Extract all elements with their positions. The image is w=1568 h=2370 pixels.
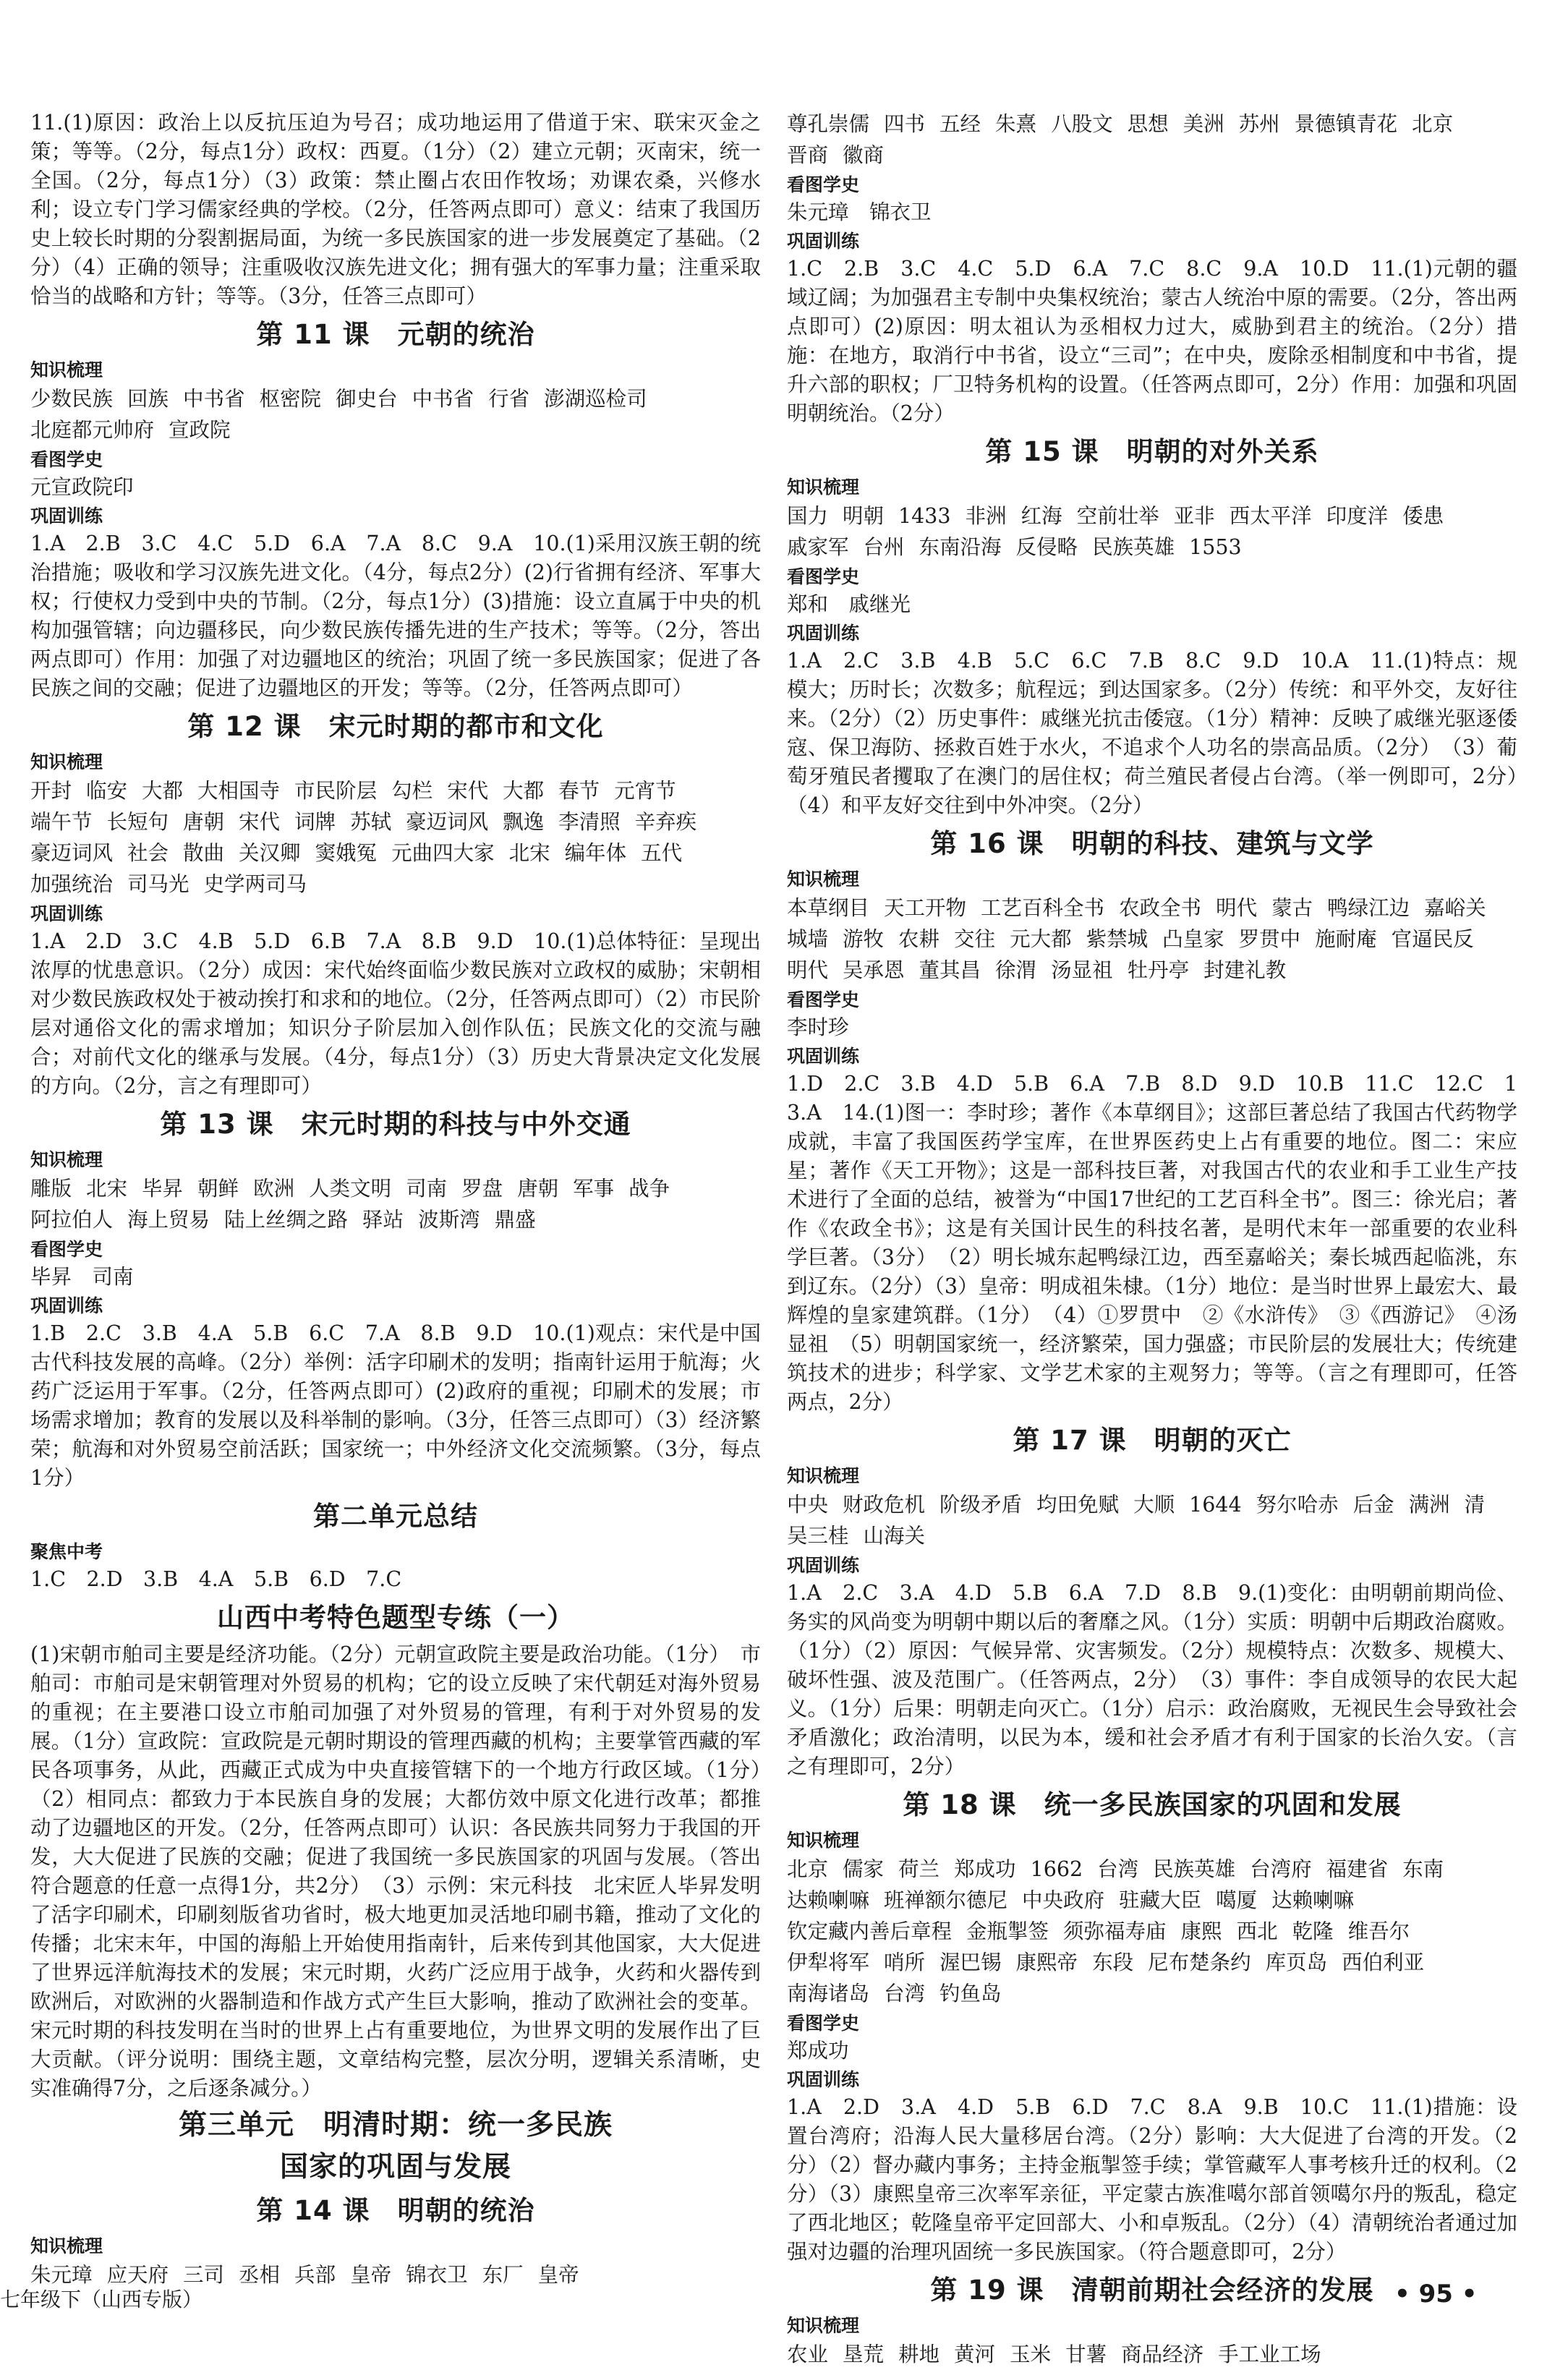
term: 编年体 xyxy=(564,841,627,865)
section-label: 看图学史 xyxy=(30,1239,103,1260)
section-label: 知识梳理 xyxy=(787,869,860,890)
section-label: 知识梳理 xyxy=(787,1465,860,1486)
term: 官逼民反 xyxy=(1391,927,1474,951)
term: 尊孔崇儒 xyxy=(787,112,870,136)
term: 大顺 xyxy=(1133,1493,1175,1517)
term: 锦衣卫 xyxy=(406,2263,468,2287)
term: 元宵节 xyxy=(614,779,676,803)
section-label: 巩固训练 xyxy=(787,231,860,252)
term: 东南 xyxy=(1402,1857,1444,1881)
term: 中央政府 xyxy=(1022,1888,1105,1912)
term: 人类文明 xyxy=(309,1177,392,1201)
term: 中书省 xyxy=(183,387,245,411)
term: 军事 xyxy=(573,1177,615,1201)
section-label: 知识梳理 xyxy=(787,2315,860,2336)
term: 戚家军 xyxy=(787,535,849,559)
term: 库页岛 xyxy=(1265,1951,1328,1974)
term: 澎湖巡检司 xyxy=(544,387,647,411)
term: 牡丹亭 xyxy=(1127,958,1190,982)
term-list xyxy=(30,383,761,446)
term: 印度洋 xyxy=(1326,504,1389,528)
term: 李清照 xyxy=(558,810,621,834)
term: 少数民族 xyxy=(30,387,114,411)
term: 1433 xyxy=(898,504,951,528)
term: 财政危机 xyxy=(843,1493,926,1517)
term: 三司 xyxy=(183,2263,225,2287)
term: 元大都 xyxy=(1010,927,1072,951)
term: 玉米 xyxy=(1010,2343,1052,2366)
term: 宣政院 xyxy=(169,418,231,442)
intro-answer: 11.(1)原因：政治上以反抗压迫为号召；成功地运用了借道于宋、联宋灭金之策；等等。（2分，每点1分）政权：西夏。（1分）（2）建立元朝；灭南宋，统一全国。（2分，每点1分）（3）政策：禁止圈占农田作牧场；劝课农桑，兴修水利；设立专门学习儒家经典的学校。（2分，任答两点即可）意义：结束了我国历史上较长时期的分裂割据局面，为统一多民族国家的进一步发展奠定了基础。（2分）（4）正确的领导；注重吸收汉族先进文化；拥有强大的军事力量；注重采取恰当的战略和方针；等等。（3分，任答三点即可） xyxy=(30,111,761,308)
lesson-17-title: 第 17 课 明朝的灭亡 xyxy=(1013,1425,1292,1456)
term: 丞相 xyxy=(239,2263,281,2287)
term: 西北 xyxy=(1236,1919,1278,1943)
section-label: 看图学史 xyxy=(787,566,860,587)
term: 雕版 xyxy=(30,1177,72,1201)
term: 春节 xyxy=(558,779,600,803)
term: 景德镇青花 xyxy=(1294,112,1398,136)
term: 唐朝 xyxy=(517,1177,559,1201)
term-list xyxy=(787,2339,1517,2370)
term: 北京 xyxy=(1412,112,1454,136)
term: 欧洲 xyxy=(253,1177,295,1201)
term: 苏轼 xyxy=(350,810,392,834)
term: 毕昇 xyxy=(142,1177,184,1201)
term: 驿站 xyxy=(362,1208,404,1232)
term: 农政全书 xyxy=(1119,896,1202,920)
term: 宋代 xyxy=(447,779,489,803)
term: 渥巴锡 xyxy=(939,1951,1002,1974)
term: 商品经济 xyxy=(1121,2343,1204,2366)
term: 城墙 xyxy=(787,927,829,951)
section-label: 巩固训练 xyxy=(787,623,860,644)
term: 豪迈词风 xyxy=(406,810,489,834)
shanxi-special-title: 山西中考特色题型专练（一） xyxy=(217,1602,574,1633)
term: 红海 xyxy=(1021,504,1062,528)
term: 东南沿海 xyxy=(919,535,1002,559)
term: 儒家 xyxy=(843,1857,885,1881)
term: 罗贯中 xyxy=(1238,927,1301,951)
term: 大都 xyxy=(503,779,545,803)
term: 哨所 xyxy=(884,1951,926,1974)
term: 朱熹 xyxy=(995,112,1037,136)
exam-answers: 1.C 2.D 3.B 4.A 5.B 6.D 7.C xyxy=(30,1567,402,1591)
term: 朝鲜 xyxy=(197,1177,239,1201)
right-column xyxy=(787,108,1538,2370)
term: 罗盘 xyxy=(461,1177,503,1201)
term: 五代 xyxy=(641,841,683,865)
term: 徐渭 xyxy=(995,958,1037,982)
term: 民族英雄 xyxy=(1153,1857,1236,1881)
term: 凸皇家 xyxy=(1162,927,1224,951)
term: 维吾尔 xyxy=(1347,1919,1410,1943)
section-label: 知识梳理 xyxy=(787,477,860,498)
term: 中书省 xyxy=(412,387,474,411)
term: 晋商 xyxy=(787,143,829,167)
term: 蒙古 xyxy=(1271,896,1313,920)
term: 工艺百科全书 xyxy=(981,896,1105,920)
term: 北宋 xyxy=(508,841,550,865)
term: 战争 xyxy=(629,1177,670,1201)
term: 耕地 xyxy=(898,2343,940,2366)
term: 手工业工场 xyxy=(1218,2343,1321,2366)
term: 鸭绿江边 xyxy=(1327,896,1410,920)
term: 金瓶掣签 xyxy=(966,1919,1049,1943)
picture-answer: 李时珍 xyxy=(787,1015,849,1039)
term: 达赖喇嘛 xyxy=(1271,1888,1355,1912)
shanxi-special-answers: (1)宋朝市舶司主要是经济功能。（2分）元朝宣政院主要是政治功能。（1分） 市舶司：市舶司是宋朝管理对外贸易的机构；它的设立反映了宋代朝廷对海外贸易的重视；在主要港口设立市舶司加强了对外贸易的管理，有利于对外贸易的发展。（1分）宣政院：宣政院是元朝时期设的管理西藏的机构；主要掌管西藏的军民各项事务，从此，西藏正式成为中央直接管辖下的一个地方行政区域。（1分） （2）相同点：都致力于本民族自身的发展；大都仿效中原文化进行改革；都推动了边疆地区的开发。（2分，任答两点即可）认识：各民族共同努力于我国的开发，大大促进了民族的交融；促进了我国统一多民族国家的巩固与发展。（答出符合题意的任意一点得1分，共2分） （3）示例：宋元科技 北宋匠人毕昇发明了活字印刷术，印刷刻版省功省时，极大地更加灵活地印刷书籍，推动了文化的传播；北宋末年，中国的海船上开始使用指南针，后来传到其他国家，大大促进了世界远洋航海技术的发展；宋元时期，火药广泛应用于战争，火药和火器传到欧洲后，对欧洲的火器制造和作战方式产生巨大影响，推动了欧洲社会的变革。宋元时期的科技发明在当时的世界上占有重要地位，为世界文明的发展作出了巨大贡献。（评分说明：围绕主题，文章结构完整，层次分明，逻辑关系清晰，史实准确得7分，之后逐条减分。） xyxy=(30,1642,782,2100)
term: 司马光 xyxy=(127,872,189,896)
term-list xyxy=(787,1489,1517,1551)
term: 大都 xyxy=(142,779,184,803)
term: 民族英雄 xyxy=(1092,535,1175,559)
term: 1662 xyxy=(1030,1857,1083,1881)
term: 兵部 xyxy=(294,2263,336,2287)
term: 董其昌 xyxy=(919,958,981,982)
picture-answer: 元宣政院印 xyxy=(30,475,134,499)
term: 本草纲目 xyxy=(787,896,870,920)
exercise-answers: 1.A 2.D 3.C 4.B 5.D 6.B 7.A 8.B 9.D 10.(1)总体特征：呈现出浓厚的忧患意识。（2分）成因：宋代始终面临少数民族对立政权的威胁；宋朝相对少数民族政权处于被动挨打和求和的地位。（2分，任答两点即可）（2）市民阶层对通俗文化的需求增加；知识分子阶层加入创作队伍；民族文化的交流与融合；对前代文化的继承与发展。（4分，每点1分）（3）历史大背景决定文化发展的方向。（2分，言之有理即可） xyxy=(30,929,761,1098)
lesson-12-title: 第 12 课 宋元时期的都市和文化 xyxy=(187,711,604,742)
term: 甘薯 xyxy=(1065,2343,1107,2366)
term: 噶厦 xyxy=(1216,1888,1258,1912)
section-label: 巩固训练 xyxy=(787,1046,860,1067)
term: 鼎盛 xyxy=(494,1208,536,1232)
term: 空前壮举 xyxy=(1076,504,1159,528)
term: 西伯利亚 xyxy=(1342,1951,1425,1974)
term: 御史台 xyxy=(336,387,398,411)
term: 台湾 xyxy=(1097,1857,1139,1881)
term: 黄河 xyxy=(954,2343,996,2366)
term-list xyxy=(787,500,1517,563)
term: 1644 xyxy=(1189,1493,1242,1517)
term: 豪迈词风 xyxy=(30,841,114,865)
term: 唐朝 xyxy=(183,810,225,834)
term: 元曲四大家 xyxy=(391,841,495,865)
term: 枢密院 xyxy=(259,387,322,411)
term: 荷兰 xyxy=(898,1857,940,1881)
lesson-14-title: 第 14 课 明朝的统治 xyxy=(256,2195,535,2226)
term: 郑成功 xyxy=(954,1857,1016,1881)
term: 康熙帝 xyxy=(1015,1951,1078,1974)
term: 游牧 xyxy=(843,927,885,951)
picture-answer: 郑和 戚继光 xyxy=(787,592,911,616)
term: 朱元璋 xyxy=(30,2263,93,2287)
term: 尼布楚条约 xyxy=(1148,1951,1251,1974)
term: 皇帝 xyxy=(350,2263,392,2287)
term: 社会 xyxy=(127,841,169,865)
term-list xyxy=(787,108,1517,171)
left-column xyxy=(30,108,782,2290)
term: 天工开物 xyxy=(884,896,967,920)
picture-answer: 朱元璋 锦衣卫 xyxy=(787,200,932,224)
term: 美洲 xyxy=(1183,112,1224,136)
term: 南海诸岛 xyxy=(787,1982,870,2005)
term: 嘉峪关 xyxy=(1424,896,1486,920)
picture-answer: 郑成功 xyxy=(787,2039,849,2063)
section-label: 巩固训练 xyxy=(30,1295,103,1316)
term: 明代 xyxy=(1216,896,1258,920)
term: 北京 xyxy=(787,1857,829,1881)
term: 满洲 xyxy=(1408,1493,1450,1517)
section-label: 知识梳理 xyxy=(30,2235,103,2256)
term-list xyxy=(787,892,1517,986)
term: 大相国寺 xyxy=(197,779,281,803)
section-label: 看图学史 xyxy=(787,989,860,1010)
term: 封建礼教 xyxy=(1203,958,1287,982)
term: 中央 xyxy=(787,1493,829,1517)
term-list xyxy=(787,1854,1517,2009)
section-label: 知识梳理 xyxy=(30,1149,103,1170)
lesson-11-title: 第 11 课 元朝的统治 xyxy=(256,319,535,350)
section-label: 看图学史 xyxy=(787,2013,860,2034)
term: 国力 xyxy=(787,504,829,528)
term: 市民阶层 xyxy=(294,779,378,803)
term: 钦定藏内善后章程 xyxy=(787,1919,953,1943)
term: 行省 xyxy=(488,387,530,411)
term: 驻藏大臣 xyxy=(1119,1888,1202,1912)
term: 乾隆 xyxy=(1292,1919,1334,1943)
term: 东厂 xyxy=(482,2263,524,2287)
term: 四书 xyxy=(884,112,926,136)
term: 思想 xyxy=(1127,112,1169,136)
section-label: 知识梳理 xyxy=(30,359,103,380)
section-label: 巩固训练 xyxy=(30,903,103,924)
term: 皇帝 xyxy=(537,2263,579,2287)
term: 临安 xyxy=(86,779,128,803)
term: 司南 xyxy=(406,1177,448,1201)
term: 清 xyxy=(1464,1493,1486,1517)
section-label: 知识梳理 xyxy=(787,1830,860,1851)
lesson-13-title: 第 13 课 宋元时期的科技与中外交通 xyxy=(160,1109,631,1140)
lesson-18-title: 第 18 课 统一多民族国家的巩固和发展 xyxy=(903,1789,1402,1820)
picture-answer: 毕昇 司南 xyxy=(30,1265,134,1289)
term-list xyxy=(30,1173,761,1235)
term: 东段 xyxy=(1092,1951,1134,1974)
term: 徽商 xyxy=(843,143,885,167)
term: 北宋 xyxy=(86,1177,128,1201)
term: 台州 xyxy=(863,535,905,559)
term: 康熙 xyxy=(1180,1919,1222,1943)
footer-book-label: 七年级下（山西专版） xyxy=(0,2288,203,2311)
term: 关汉卿 xyxy=(239,841,301,865)
unit-3-title-line-1: 第三单元 明清时期：统一多民族 xyxy=(178,2109,613,2141)
exercise-answers: 1.A 2.C 3.B 4.B 5.C 6.C 7.B 8.C 9.D 10.A 11.(1)特点：规模大；历时长；次数多；航程远；到达国家多。（2分）传统：和平外交，友好往来。（2分）（2）历史事件：戚继光抗击倭寇。（1分）精神：反映了戚继光驱逐倭寇、保卫海防、拯救百姓于水火，不追求个人功名的崇高品质。（2分） （3）葡萄牙殖民者攫取了在澳门的居住权；荷兰殖民者侵占台湾。（举一例即可，2分） （4）和平友好交往到中外冲突。（2分） xyxy=(787,649,1538,817)
term: 长短句 xyxy=(106,810,169,834)
term: 汤显祖 xyxy=(1051,958,1113,982)
term: 亚非 xyxy=(1173,504,1215,528)
term: 达赖喇嘛 xyxy=(787,1888,870,1912)
term: 宋代 xyxy=(239,810,281,834)
term: 非洲 xyxy=(965,504,1007,528)
term: 端午节 xyxy=(30,810,93,834)
term: 福建省 xyxy=(1326,1857,1389,1881)
term: 词牌 xyxy=(294,810,336,834)
term: 台湾府 xyxy=(1250,1857,1312,1881)
exercise-answers: 1.A 2.C 3.A 4.D 5.B 6.A 7.D 8.B 9.(1)变化：由明朝前期尚俭、务实的风尚变为明朝中期以后的奢靡之风。（1分）实质：明朝中后期政治腐败。（1分）（2）原因：气候异常、灾害频发。（2分）规模特点：次数多、规模大、破坏性强、波及范围广。（任答两点，2分） （3）事件：李自成领导的农民大起义。（1分）后果：明朝走向灭亡。（1分）启示：政治腐败，无视民生会导致社会矛盾激化；政治清明，以民为本，缓和社会矛盾才有利于国家的长治久安。（言之有理即可，2分） xyxy=(787,1581,1517,1778)
page-number: • 95 • xyxy=(1394,2280,1478,2309)
term: 西太平洋 xyxy=(1229,504,1312,528)
term: 山海关 xyxy=(863,1524,926,1548)
term: 伊犁将军 xyxy=(787,1951,870,1974)
term: 明朝 xyxy=(843,504,885,528)
term: 辛弃疾 xyxy=(634,810,697,834)
term: 陆上丝绸之路 xyxy=(224,1208,349,1232)
unit-3-title-line-2: 国家的巩固与发展 xyxy=(279,2151,511,2183)
term: 后金 xyxy=(1352,1493,1394,1517)
term: 回族 xyxy=(127,387,169,411)
term: 均田免赋 xyxy=(1036,1493,1120,1517)
term: 施耐庵 xyxy=(1315,927,1377,951)
lesson-19-title: 第 19 课 清朝前期社会经济的发展 xyxy=(930,2275,1374,2306)
term: 明代 xyxy=(787,958,829,982)
term: 飘逸 xyxy=(503,810,545,834)
section-label: 巩固训练 xyxy=(30,506,103,527)
term: 钓鱼岛 xyxy=(939,1982,1002,2005)
term: 北庭都元帅府 xyxy=(30,418,155,442)
term: 窦娥冤 xyxy=(315,841,378,865)
term: 紫禁城 xyxy=(1086,927,1149,951)
term: 散曲 xyxy=(183,841,225,865)
term: 农耕 xyxy=(898,927,940,951)
term: 开封 xyxy=(30,779,72,803)
exercise-answers: 1.B 2.C 3.B 4.A 5.B 6.C 7.A 8.B 9.D 10.(1)观点：宋代是中国古代科技发展的高峰。（2分）举例：活字印刷术的发明；指南针运用于航海；火药广泛运用于军事。（2分，任答两点即可）(2)政府的重视；印刷术的发展；市场需求增加；教育的发展以及科举制的影响。（3分，任答三点即可）（3）经济繁荣；航海和对外贸易空前活跃；国家统一；中外经济文化交流频繁。（3分，每点1分） xyxy=(30,1321,761,1490)
term: 五经 xyxy=(939,112,981,136)
term: 努尔哈赤 xyxy=(1256,1493,1339,1517)
exercise-answers: 1.D 2.C 3.B 4.D 5.B 6.A 7.B 8.D 9.D 10.B 11.C 12.C 13.A 14.(1)图一：李时珍；著作《本草纲目》；这部巨著总结了我国古代药物学成就，丰富了我国医药学宝库，在世界医药史上占有重要的地位。图二：宋应星；著作《天工开物》；这是一部科技巨著，对我国古代的农业和手工业生产技术进行了全面的总结，被誉为“中国17世纪的工艺百科全书”。图三：徐光启；著作《农政全书》；这是有关国计民生的科技名著，是明代末年一部重要的农业科学巨著。（3分） （2）明长城东起鸭绿江边，西至嘉峪关；秦长城西起临洮，东到辽东。（2分）（3）皇帝：明成祖朱棣。（1分）地位：是当时世界上最宏大、最辉煌的皇家建筑群。（1分） （4）①罗贯中 ②《水浒传》 ③《西游记》 ④汤显祖 （5）明朝国家统一，经济繁荣，国力强盛；市民阶层的发展壮大；传统建筑技术的进步；科学家、文学艺术家的主观努力；等等。（言之有理即可，任答两点，2分） xyxy=(787,1072,1517,1414)
term: 台湾 xyxy=(884,1982,926,2005)
term: 阿拉伯人 xyxy=(30,1208,114,1232)
term: 1553 xyxy=(1189,535,1242,559)
term: 吴承恩 xyxy=(843,958,905,982)
term: 应天府 xyxy=(106,2263,169,2287)
term: 垦荒 xyxy=(843,2343,885,2366)
term: 阶级矛盾 xyxy=(939,1493,1023,1517)
term: 苏州 xyxy=(1238,112,1280,136)
term: 史学两司马 xyxy=(203,872,307,896)
section-label: 看图学史 xyxy=(30,449,103,470)
term: 农业 xyxy=(787,2343,829,2366)
term-list xyxy=(30,775,761,900)
term: 吴三桂 xyxy=(787,1524,849,1548)
exercise-answers: 1.C 2.B 3.C 4.C 5.D 6.A 7.C 8.C 9.A 10.D 11.(1)元朝的疆域辽阔；为加强君主专制中央集权统治；蒙古人统治中原的需要。（2分，答出两点即可）(2)原因：明太祖认为丞相权力过大，威胁到君主的统治。（2分）措施：在地方，取消行中书省，设立“三司”；在中央，废除丞相制度和中书省，提升六部的职权；厂卫特务机构的设置。（任答两点即可，2分）作用：加强和巩固明朝统治。（2分） xyxy=(787,257,1517,425)
section-label: 巩固训练 xyxy=(787,2069,860,2090)
lesson-16-title: 第 16 课 明朝的科技、建筑与文学 xyxy=(930,828,1374,859)
term: 波斯湾 xyxy=(418,1208,480,1232)
term: 八股文 xyxy=(1051,112,1113,136)
term: 勾栏 xyxy=(391,779,433,803)
unit-2-summary-title: 第二单元总结 xyxy=(313,1501,478,1532)
term: 倭患 xyxy=(1402,504,1444,528)
lesson-15-title: 第 15 课 明朝的对外关系 xyxy=(985,436,1319,467)
term: 反侵略 xyxy=(1015,535,1078,559)
exercise-answers: 1.A 2.B 3.C 4.C 5.D 6.A 7.A 8.C 9.A 10.(1)采用汉族王朝的统治措施；吸收和学习汉族先进文化。（4分，每点2分）(2)行省拥有经济、军事大权；行使权力受到中央的节制。（2分，每点1分）(3)措施：设立直属于中央的机构加强管辖；向边疆移民，向少数民族传播先进的生产技术；等等。（2分，答出两点即可）作用：加强了对边疆地区的统治；巩固了统一多民族国家；促进了各民族之间的交融；促进了边疆地区的开发；等等。（2分，任答两点即可） xyxy=(30,532,761,700)
section-label: 知识梳理 xyxy=(30,751,103,772)
term: 加强统治 xyxy=(30,872,114,896)
term: 班禅额尔德尼 xyxy=(884,1888,1008,1912)
section-label: 聚焦中考 xyxy=(30,1541,103,1562)
term: 交往 xyxy=(954,927,996,951)
exercise-answers: 1.A 2.D 3.A 4.D 5.B 6.D 7.C 8.A 9.B 10.C 11.(1)措施：设置台湾府；沿海人民大量移居台湾。（2分）影响：大大促进了台湾的开发。（2分）（2）督办藏内事务；主持金瓶掣签手续；掌管藏军人事考核升迁的权利。（2分）（3）康熙皇帝三次率军亲征，平定蒙古族准噶尔部首领噶尔丹的叛乱，稳定了西北地区；乾隆皇帝平定回部大、小和卓叛乱。（2分）（4）清朝统治者通过加强对边疆的治理巩固统一多民族国家。（符合题意即可，2分） xyxy=(787,2095,1517,2264)
term: 须弥福寿庙 xyxy=(1063,1919,1167,1943)
term: 海上贸易 xyxy=(127,1208,210,1232)
section-label: 看图学史 xyxy=(787,174,860,195)
section-label: 巩固训练 xyxy=(787,1555,860,1576)
